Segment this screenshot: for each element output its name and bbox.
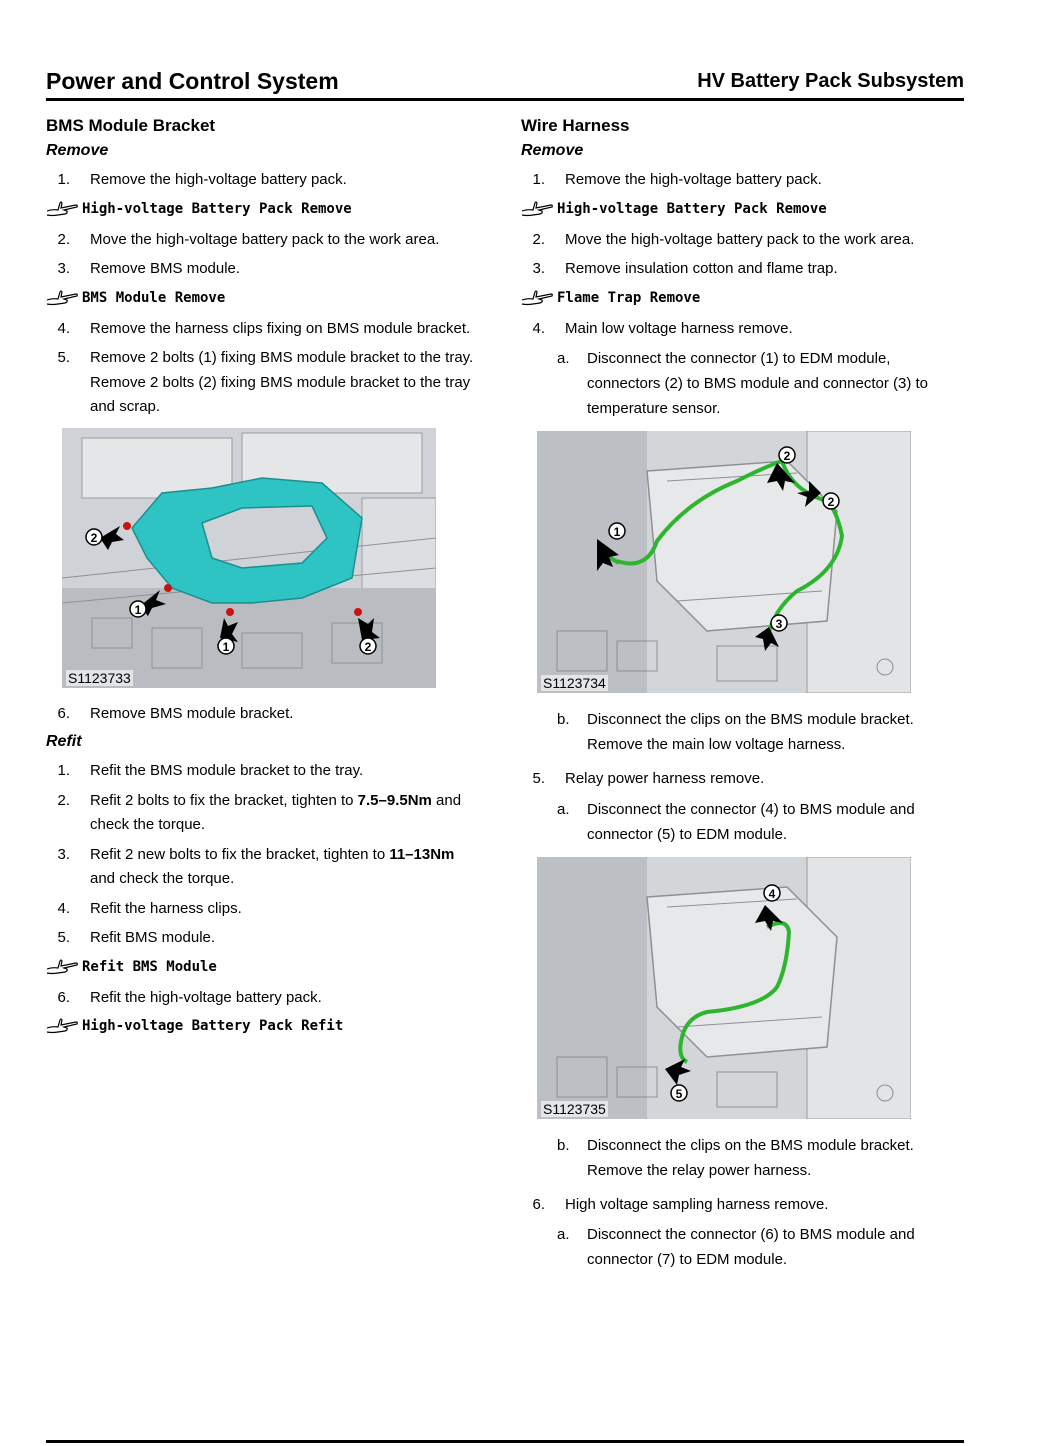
- step-item: 2. Move the high-voltage battery pack to the work area.: [57, 230, 440, 248]
- bracket-illustration: [62, 428, 436, 688]
- figure-id: S1123735: [543, 1100, 606, 1117]
- pointing-hand-icon: [521, 288, 555, 308]
- pointing-hand-icon: [521, 199, 555, 219]
- step-item: 1. Refit the BMS module bracket to the tray.: [57, 762, 364, 779]
- xref-link[interactable]: High-voltage Battery Pack Remove: [46, 198, 496, 220]
- figure-relay-harness: [537, 857, 911, 1119]
- xref-link[interactable]: Flame Trap Remove: [521, 287, 971, 309]
- substep-item: b. Disconnect the clips on the BMS module bracket. Remove the relay power harness.: [557, 1136, 914, 1179]
- svg-text:2: 2: [827, 495, 835, 509]
- step-item: 1. Remove the high-voltage battery pack.: [532, 171, 822, 188]
- left-column: [46, 116, 496, 1045]
- pointing-hand-icon: [46, 288, 80, 308]
- svg-text:1: 1: [613, 525, 621, 539]
- step-item: 4. Remove the harness clips fixing on BMS module bracket.: [57, 319, 471, 337]
- figure-bms-bracket: [62, 428, 436, 688]
- xref-link[interactable]: High-voltage Battery Pack Remove: [521, 198, 971, 220]
- refit-heading: Refit: [46, 733, 82, 750]
- substep-item: a. Disconnect the connector (6) to BMS module and connector (7) to EDM module.: [557, 1226, 915, 1268]
- pointing-hand-icon: [46, 199, 80, 219]
- section-title: Wire Harness: [521, 116, 630, 135]
- section-title: BMS Module Bracket: [46, 116, 216, 135]
- xref-link[interactable]: BMS Module Remove: [46, 287, 496, 309]
- main-harness-illustration: [537, 431, 911, 693]
- figure-id: S1123734: [543, 675, 606, 691]
- figure-id: S1123733: [68, 669, 131, 686]
- step-item: 4. Refit the harness clips.: [57, 899, 242, 917]
- remove-heading: Remove: [46, 142, 109, 159]
- svg-text:1: 1: [222, 639, 230, 654]
- step-item: 2. Refit 2 bolts to fix the bracket, tighten to 7.5–9.5Nm and check the torque.: [57, 791, 462, 833]
- step-item: 5. Relay power harness remove.: [532, 770, 765, 787]
- svg-text:2: 2: [783, 449, 791, 463]
- step-item: 5. Refit BMS module.: [57, 929, 216, 946]
- torque-value: 7.5–9.5Nm: [357, 791, 432, 809]
- step-item: 3. Remove insulation cotton and flame trap.: [532, 260, 838, 277]
- step-item: 6. High voltage sampling harness remove.: [532, 1195, 829, 1213]
- torque-value: 11–13Nm: [389, 845, 455, 863]
- substep-item: b. Disconnect the clips on the BMS module bracket. Remove the main low voltage harness.: [557, 711, 914, 753]
- footer-rule: [46, 1440, 964, 1443]
- right-column: [521, 116, 971, 1282]
- remove-heading: Remove: [521, 142, 584, 159]
- relay-harness-illustration: [537, 857, 911, 1119]
- svg-text:4: 4: [768, 886, 776, 901]
- step-item: 4. Main low voltage harness remove.: [532, 319, 793, 337]
- step-item: 5. Remove 2 bolts (1) fixing BMS module bracket to the tray. Remove 2 bolts (2) fixing BMS module bracket to the tray and scrap.: [57, 349, 474, 415]
- svg-text:1: 1: [134, 602, 142, 617]
- xref-link[interactable]: High-voltage Battery Pack Refit: [46, 1015, 496, 1037]
- pointing-hand-icon: [46, 957, 80, 977]
- step-item: 2. Move the high-voltage battery pack to the work area.: [532, 230, 915, 248]
- svg-text:3: 3: [775, 617, 783, 631]
- page-header-right: HV Battery Pack Subsystem: [697, 70, 964, 92]
- header-rule: [46, 98, 964, 101]
- step-item: 1. Remove the high-voltage battery pack.: [57, 171, 347, 188]
- substep-item: a. Disconnect the connector (4) to BMS module and connector (5) to EDM module.: [557, 800, 915, 843]
- pointing-hand-icon: [46, 1016, 80, 1036]
- step-item: 6. Remove BMS module bracket.: [57, 704, 294, 722]
- step-item: 6. Refit the high-voltage battery pack.: [57, 988, 322, 1006]
- page-header-left: Power and Control System: [46, 68, 339, 94]
- step-item: 3. Refit 2 new bolts to fix the bracket, tighten to 11–13Nm and check the torque.: [57, 845, 455, 887]
- svg-text:5: 5: [675, 1086, 683, 1101]
- xref-link[interactable]: Refit BMS Module: [46, 956, 496, 978]
- svg-text:2: 2: [364, 639, 372, 654]
- substep-item: a. Disconnect the connector (1) to EDM module, connectors (2) to BMS module and connector (3) to temperature sensor.: [557, 350, 929, 417]
- figure-main-harness: [537, 431, 911, 693]
- svg-text:2: 2: [90, 530, 98, 545]
- step-item: 3. Remove BMS module.: [57, 260, 241, 277]
